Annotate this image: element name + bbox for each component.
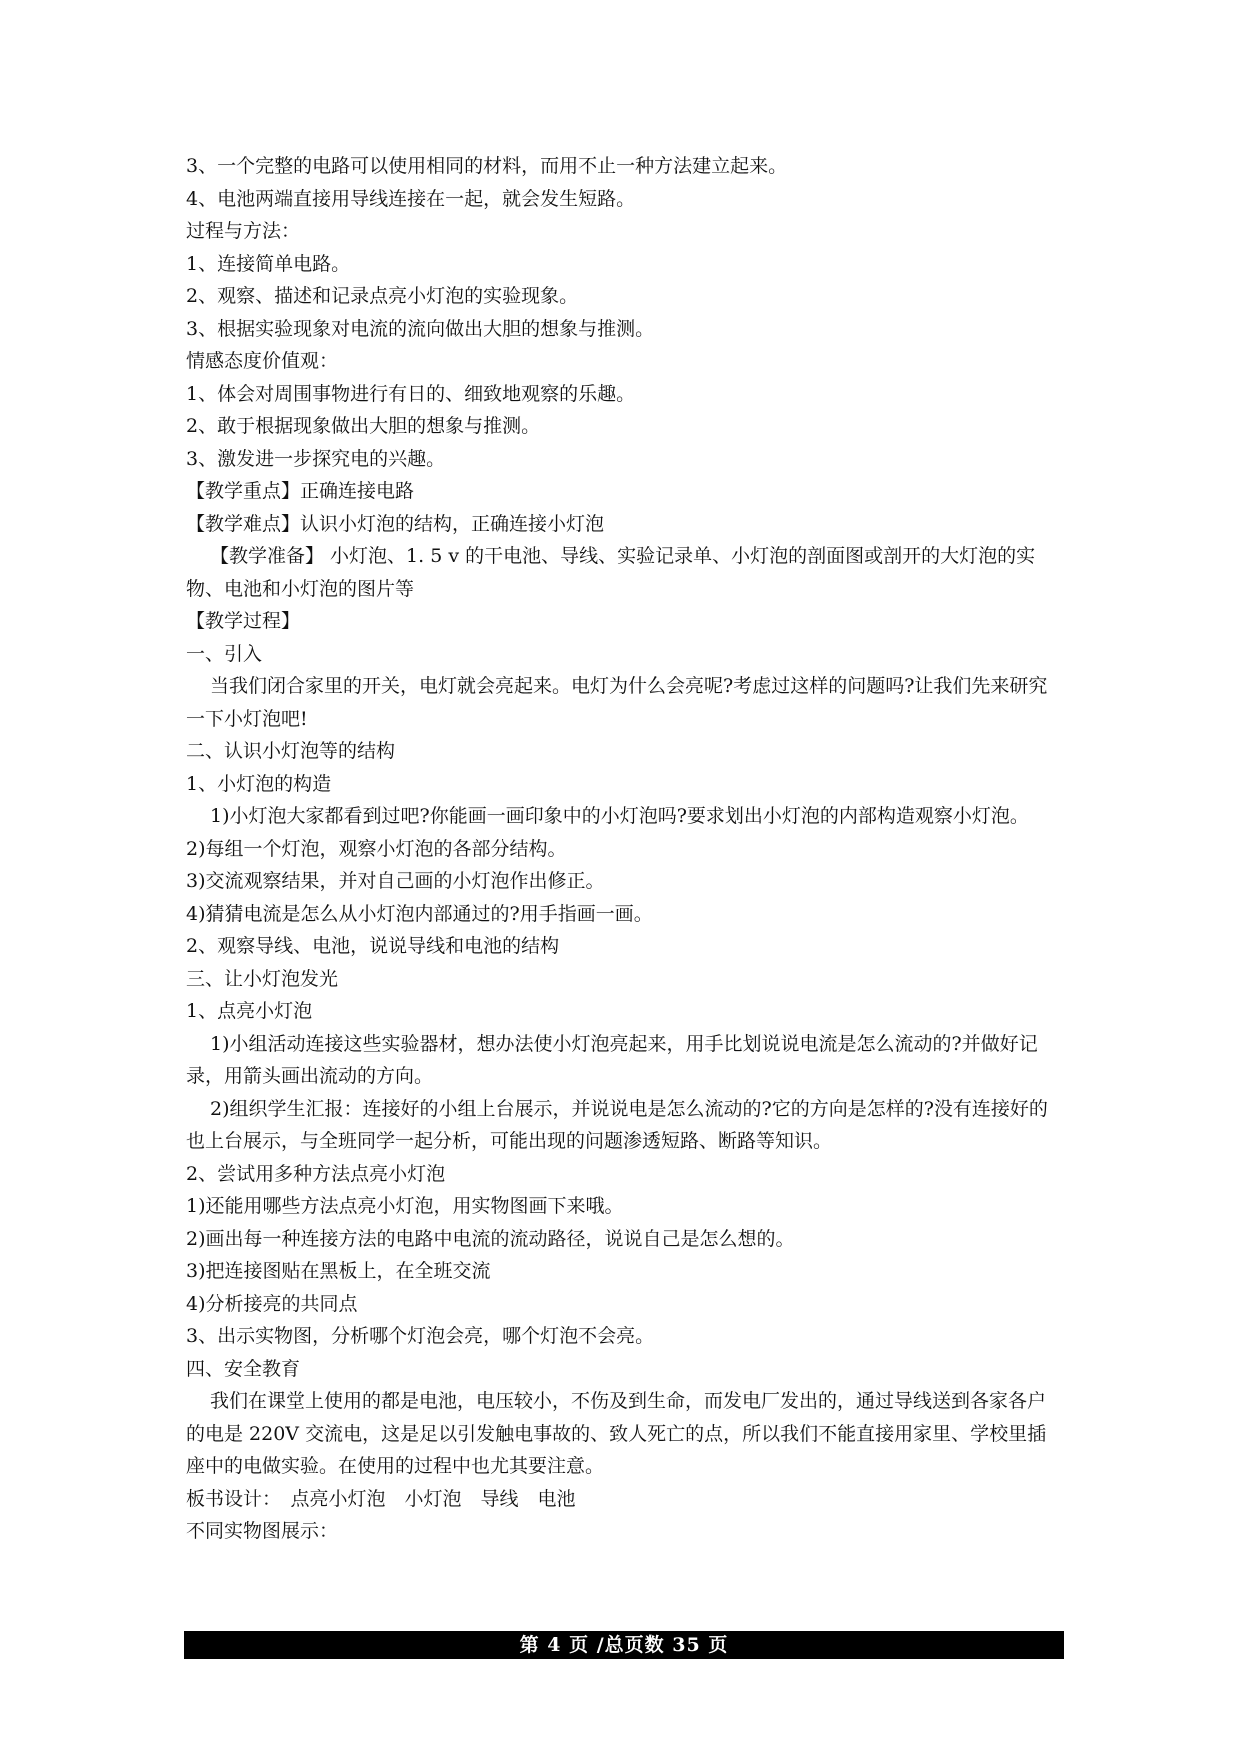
section-heading: 四、安全教育: [186, 1357, 301, 1380]
text-line: 3、一个完整的电路可以使用相同的材料，而用不止一种方法建立起来。: [186, 155, 788, 177]
page-footer: 第 4 页 /总页数 35 页: [184, 1631, 1064, 1659]
text-line: 3)交流观察结果，并对自己画的小灯泡作出修正。: [186, 870, 605, 892]
text-line: 1、小灯泡的构造: [186, 772, 332, 795]
text-line: 【教学难点】认识小灯泡的结构，正确连接小灯泡: [186, 512, 605, 535]
text-line: 2)画出每一种连接方法的电路中电流的流动路径，说说自己是怎么想的。: [186, 1227, 795, 1250]
section-heading: 情感态度价值观：: [186, 350, 339, 372]
text-line: 1、连接简单电路。: [186, 252, 351, 275]
section-heading: 二、认识小灯泡等的结构: [186, 740, 396, 762]
text-line: 3、激发进一步探究电的兴趣。: [186, 447, 446, 470]
paragraph: 1)小组活动连接这些实验器材，想办法使小灯泡亮起来，用手比划说说电流是怎么流动的?并做好记录，用箭头画出流动的方向。: [186, 1032, 1038, 1087]
section-heading: 一、引入: [186, 642, 263, 665]
text-line: 2、观察导线、电池，说说导线和电池的结构: [186, 935, 560, 957]
text-line: 2)每组一个灯泡，观察小灯泡的各部分结构。: [186, 837, 567, 860]
paragraph: 我们在课堂上使用的都是电池，电压较小，不伤及到生命，而发电厂发出的，通过导线送到各家各户的电是 220V 交流电，这是足以引发触电事故的、致人死亡的点，所以我们不能直接用家里、学校里插座中的电做实验。在使用的过程中也尤其要注意。: [186, 1390, 1047, 1477]
text-line: 【教学重点】正确连接电路: [186, 480, 415, 502]
text-line: 不同实物图展示：: [186, 1520, 339, 1542]
text-line: 3、根据实验现象对电流的流向做出大胆的想象与推测。: [186, 317, 655, 340]
text-line: 4)分析接亮的共同点: [186, 1292, 358, 1315]
text-line: 4、电池两端直接用导线连接在一起，就会发生短路。: [186, 187, 636, 210]
text-line: 板书设计： 点亮小灯泡 小灯泡 导线 电池: [186, 1487, 576, 1510]
text-line: 1)还能用哪些方法点亮小灯泡，用实物图画下来哦。: [186, 1195, 624, 1217]
paragraph: 当我们闭合家里的开关，电灯就会亮起来。电灯为什么会亮呢?考虑过这样的问题吗?让我们先来研究一下小灯泡吧!: [186, 675, 1048, 730]
text-line: 4)猜猜电流是怎么从小灯泡内部通过的?用手指画一画。: [186, 902, 653, 925]
text-line: 1、体会对周围事物进行有日的、细致地观察的乐趣。: [186, 382, 636, 405]
section-heading: 三、让小灯泡发光: [186, 967, 339, 990]
document-body: [186, 150, 1064, 1548]
paragraph: 【教学准备】 小灯泡、1. 5 v 的干电池、导线、实验记录单、小灯泡的剖面图或剖开的大灯泡的实物、电池和小灯泡的图片等: [186, 545, 1036, 600]
text-line: 2、敢于根据现象做出大胆的想象与推测。: [186, 415, 541, 437]
section-heading: 【教学过程】: [186, 610, 301, 632]
text-line: 2、观察、描述和记录点亮小灯泡的实验现象。: [186, 285, 579, 307]
text-line: 2、尝试用多种方法点亮小灯泡: [186, 1162, 446, 1185]
text-line: 3、出示实物图，分析哪个灯泡会亮，哪个灯泡不会亮。: [186, 1325, 655, 1347]
text-line: 1、点亮小灯泡: [186, 1000, 313, 1022]
text-line: 3)把连接图贴在黑板上，在全班交流: [186, 1260, 491, 1282]
paragraph: 2)组织学生汇报：连接好的小组上台展示，并说说电是怎么流动的?它的方向是怎样的?没有连接好的也上台展示，与全班同学一起分析，可能出现的问题渗透短路、断路等知识。: [186, 1097, 1048, 1152]
paragraph: 1)小灯泡大家都看到过吧?你能画一画印象中的小灯泡吗?要求划出小灯泡的内部构造观察小灯泡。: [210, 805, 1029, 827]
section-heading: 过程与方法：: [186, 220, 301, 242]
